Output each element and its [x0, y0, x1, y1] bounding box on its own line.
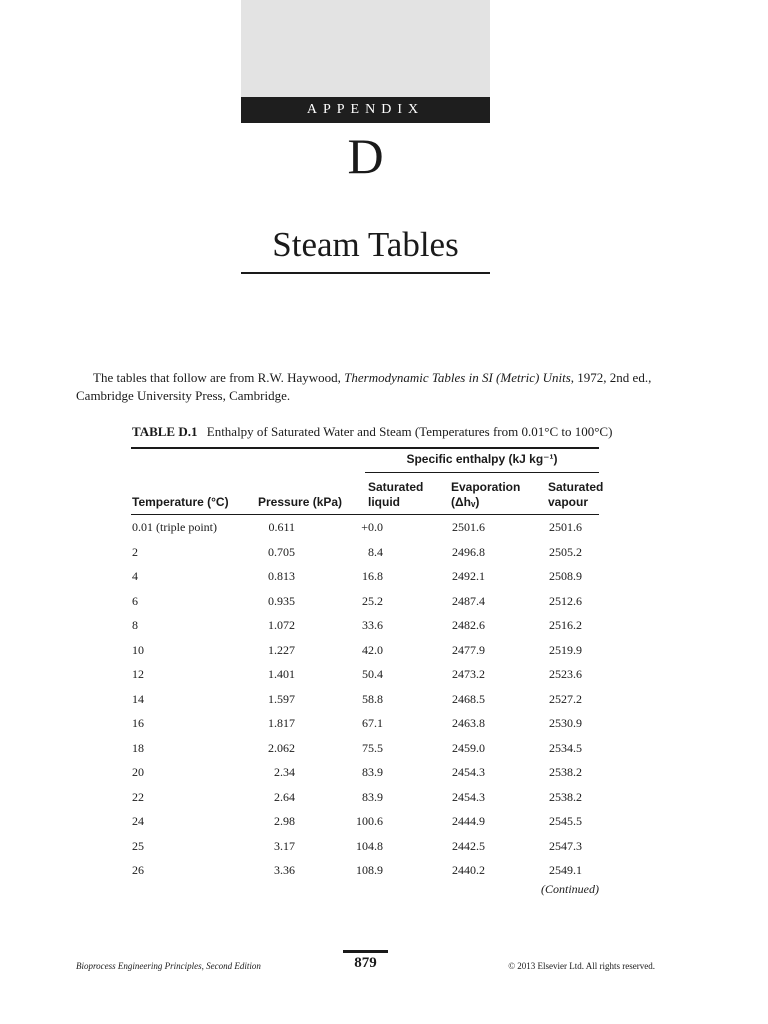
cell-evaporation: 2440.2: [452, 863, 485, 877]
intro-paragraph: [76, 369, 676, 405]
cell-temperature: 8: [132, 618, 138, 632]
cell-evaporation: 2468.5: [452, 691, 485, 706]
title-underline: [241, 272, 490, 274]
table-row: [0, 839, 768, 864]
cell-pressure: 3.36: [274, 863, 295, 877]
cell-saturated-vapour: 2538.2: [549, 765, 582, 779]
cell-pressure: 0.813: [268, 569, 295, 583]
cell-temperature: 6: [132, 593, 138, 608]
cell-pressure: 1.227: [268, 642, 295, 657]
appendix-label: APPENDIX: [241, 97, 490, 123]
cell-saturated-vapour: 2519.9: [549, 642, 582, 657]
cell-pressure: 2.062: [268, 740, 295, 755]
cell-evaporation: 2477.9: [452, 642, 485, 657]
continued-note: (Continued): [541, 882, 599, 896]
cell-saturated-vapour: 2530.9: [549, 716, 582, 730]
table-row: [0, 765, 768, 790]
intro-book-title: Thermodynamic Tables in SI (Metric) Units: [344, 370, 571, 385]
appendix-letter: D: [347, 128, 384, 184]
span-header-rule: [365, 472, 599, 473]
table-row: [0, 790, 768, 815]
table-row: [0, 814, 768, 839]
cell-saturated-liquid: 83.9: [362, 765, 383, 779]
cell-saturated-liquid: 42.0: [362, 642, 383, 657]
col-header-saturated-vapour: [548, 480, 603, 510]
table-row: [0, 618, 768, 643]
cell-pressure: 2.98: [274, 814, 295, 828]
cell-temperature: 2: [132, 544, 138, 559]
cell-pressure: 1.597: [268, 691, 295, 706]
page-number: 879: [354, 955, 377, 971]
col-header-vapour-line1: Saturated: [548, 480, 604, 494]
intro-text-after: , 1972, 2nd ed., Cambridge University Press, Cambridge.: [76, 370, 652, 403]
cell-evaporation: 2454.3: [452, 765, 485, 779]
cell-saturated-vapour: 2501.6: [549, 520, 582, 534]
col-header-evap-line1: Evaporation: [451, 480, 521, 494]
cell-pressure: 0.611: [268, 520, 295, 534]
chapter-header-block: [241, 0, 490, 97]
cell-evaporation: 2496.8: [452, 544, 485, 559]
cell-temperature: 16: [132, 716, 144, 730]
table-caption: [132, 424, 612, 440]
cell-evaporation: 2454.3: [452, 789, 485, 804]
table-top-rule: [131, 447, 599, 449]
cell-temperature: 22: [132, 789, 144, 804]
cell-saturated-liquid: 100.6: [356, 814, 383, 828]
cell-saturated-liquid: 104.8: [356, 838, 383, 853]
cell-temperature: 14: [132, 691, 144, 706]
cell-saturated-liquid: 50.4: [362, 667, 383, 681]
table-row: [0, 545, 768, 570]
cell-saturated-liquid: 16.8: [362, 569, 383, 583]
cell-evaporation: 2487.4: [452, 593, 485, 608]
cell-temperature: 25: [132, 838, 144, 853]
page-number-rule: [343, 950, 388, 953]
cell-temperature: 24: [132, 814, 144, 828]
table-label: TABLE D.1: [132, 424, 198, 439]
cell-saturated-vapour: 2527.2: [549, 691, 582, 706]
table-body: [0, 520, 768, 888]
cell-evaporation: 2442.5: [452, 838, 485, 853]
cell-saturated-liquid: 75.5: [362, 740, 383, 755]
cell-pressure: 3.17: [274, 838, 295, 853]
col-header-temperature: Temperature (°C): [132, 495, 229, 509]
cell-temperature: 4: [132, 569, 138, 583]
table-row: [0, 863, 768, 888]
cell-pressure: 1.817: [268, 716, 295, 730]
cell-pressure: 0.935: [268, 593, 295, 608]
table-row: [0, 741, 768, 766]
cell-evaporation: 2501.6: [452, 520, 485, 534]
cell-temperature: 20: [132, 765, 144, 779]
cell-evaporation: 2492.1: [452, 569, 485, 583]
cell-saturated-vapour: 2547.3: [549, 838, 582, 853]
table-row: [0, 643, 768, 668]
cell-temperature: 26: [132, 863, 144, 877]
footer-copyright: © 2013 Elsevier Ltd. All rights reserved.: [508, 961, 655, 971]
col-header-pressure: Pressure (kPa): [258, 495, 343, 509]
cell-temperature: 18: [132, 740, 144, 755]
table-row: [0, 667, 768, 692]
col-header-vapour-line2: vapour: [548, 495, 589, 509]
cell-temperature: 0.01 (triple point): [132, 520, 217, 534]
cell-saturated-vapour: 2512.6: [549, 593, 582, 608]
cell-pressure: 2.64: [274, 789, 295, 804]
cell-temperature: 10: [132, 642, 144, 657]
cell-saturated-vapour: 2538.2: [549, 789, 582, 804]
table-header-rule: [131, 514, 599, 515]
col-header-saturated-liquid: [368, 480, 423, 510]
table-row: [0, 692, 768, 717]
col-header-evaporation: [451, 480, 520, 510]
col-header-liquid-line2: liquid: [368, 495, 400, 509]
cell-saturated-liquid: 8.4: [368, 544, 383, 559]
specific-enthalpy-header: Specific enthalpy (kJ kg⁻¹): [406, 452, 558, 466]
cell-saturated-liquid: 67.1: [362, 716, 383, 730]
cell-saturated-vapour: 2523.6: [549, 667, 582, 681]
cell-temperature: 12: [132, 667, 144, 681]
cell-evaporation: 2482.6: [452, 618, 485, 632]
cell-evaporation: 2473.2: [452, 667, 485, 681]
cell-saturated-vapour: 2549.1: [549, 863, 582, 877]
cell-saturated-vapour: 2545.5: [549, 814, 582, 828]
cell-evaporation: 2444.9: [452, 814, 485, 828]
intro-text-before: The tables that follow are from R.W. Haywood,: [93, 370, 345, 385]
table-caption-text: Enthalpy of Saturated Water and Steam (Temperatures from 0.01°C to 100°C): [206, 424, 613, 439]
page-title: Steam Tables: [272, 225, 459, 264]
table-row: [0, 594, 768, 619]
cell-pressure: 1.072: [268, 618, 295, 632]
cell-saturated-liquid: +0.0: [361, 520, 383, 534]
cell-pressure: 0.705: [268, 544, 295, 559]
table-row: [0, 520, 768, 545]
cell-saturated-vapour: 2505.2: [549, 544, 582, 559]
cell-saturated-liquid: 33.6: [362, 618, 383, 632]
cell-saturated-vapour: 2516.2: [549, 618, 582, 632]
cell-evaporation: 2463.8: [452, 716, 485, 730]
col-header-evap-line2: (Δhᵥ): [451, 495, 480, 509]
table-row: [0, 569, 768, 594]
cell-saturated-liquid: 108.9: [356, 863, 383, 877]
cell-saturated-liquid: 58.8: [362, 691, 383, 706]
footer-book-title: Bioprocess Engineering Principles, Second Edition: [76, 961, 261, 971]
cell-pressure: 2.34: [274, 765, 295, 779]
col-header-liquid-line1: Saturated: [368, 480, 424, 494]
cell-saturated-liquid: 83.9: [362, 789, 383, 804]
cell-pressure: 1.401: [268, 667, 295, 681]
table-row: [0, 716, 768, 741]
cell-saturated-liquid: 25.2: [362, 593, 383, 608]
cell-saturated-vapour: 2508.9: [549, 569, 582, 583]
cell-evaporation: 2459.0: [452, 740, 485, 755]
cell-saturated-vapour: 2534.5: [549, 740, 582, 755]
